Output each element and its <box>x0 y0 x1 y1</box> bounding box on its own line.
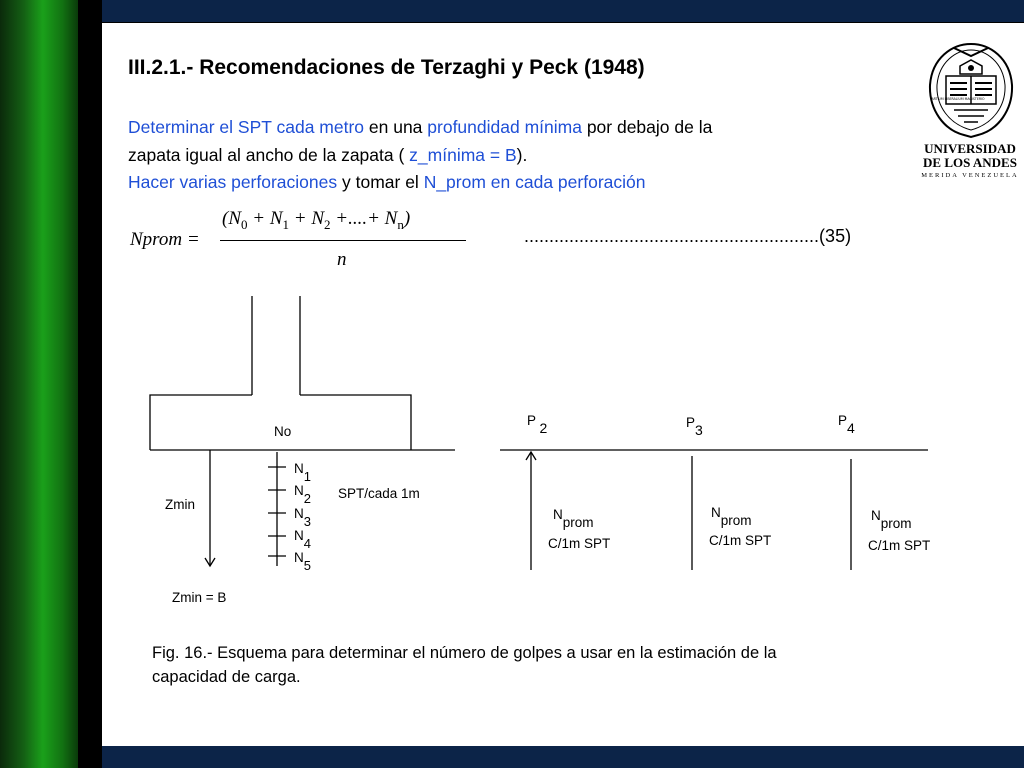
slide-title: III.2.1.- Recomendaciones de Terzaghi y Peck (1948) <box>128 56 645 79</box>
p-letter: P <box>527 413 536 428</box>
footing-lines <box>150 296 931 570</box>
n-sub: prom <box>880 515 912 531</box>
num-prefix: (N <box>222 208 241 229</box>
para1-seg3: profundidad mínima <box>427 117 582 137</box>
para1-seg2: en una <box>364 117 428 137</box>
n-letter: N <box>294 550 304 565</box>
spt-n2 <box>294 483 311 506</box>
caption-line-1: Fig. 16.- Esquema para determinar el número de golpes a usar en la estimación de la <box>152 644 777 662</box>
university-logo-text <box>920 142 1020 179</box>
n-sub: 3 <box>303 513 311 529</box>
equation-equals: = <box>186 229 200 250</box>
n-letter: N <box>294 528 304 543</box>
n-letter: N <box>294 483 304 498</box>
num-close: ) <box>403 208 411 229</box>
num-plus2: + N <box>289 208 324 229</box>
spacing-label-p3: C/1m SPT <box>709 533 772 548</box>
logo-line-2: DE LOS ANDES <box>923 155 1017 170</box>
n-sub: prom <box>562 514 594 530</box>
spt-n4 <box>294 528 311 551</box>
crest-book-text: ARTIUM LIBERALIUM MAGISTERIO <box>931 97 985 101</box>
depth-label: Zmin <box>165 497 195 512</box>
para1-line2c: ). <box>516 145 528 165</box>
num-sub0: 0 <box>241 216 248 232</box>
footing-top-left <box>150 395 252 450</box>
num-subn: n <box>397 216 404 232</box>
caption-line-2: capacidad de carga. <box>152 668 301 686</box>
spt-label: SPT/cada 1m <box>338 486 420 501</box>
para1-line2a: zapata igual al ancho de la zapata ( <box>128 145 410 165</box>
p-letter: P <box>838 413 848 428</box>
p-letter: P <box>686 415 696 430</box>
equation-lhs-text: Nprom <box>130 229 183 250</box>
load-label: No <box>274 424 292 439</box>
nprom-label-p4 <box>871 508 912 531</box>
para1-seg1: Determinar el SPT cada metro <box>128 117 365 137</box>
p-sub: 2 <box>539 419 548 436</box>
n-letter: N <box>294 506 304 521</box>
borehole-label-p2 <box>527 413 548 436</box>
n-sub: 5 <box>303 557 311 573</box>
n-label: N <box>553 507 563 522</box>
para1-seg4: por debajo de la <box>581 117 713 137</box>
borehole-label-p3 <box>686 415 703 438</box>
footing-top-right <box>300 395 411 450</box>
nprom-label-p2 <box>553 507 594 530</box>
university-crest-icon <box>924 40 1018 140</box>
equation-denominator: n <box>337 249 347 270</box>
logo-line-3: MERIDA VENEZUELA <box>921 172 1019 179</box>
n-sub: prom <box>720 512 752 528</box>
equation-number: ...........................................................(35) <box>524 226 852 246</box>
n-sub: 4 <box>303 535 311 551</box>
num-sub2: 2 <box>324 216 331 232</box>
n-sub: 2 <box>303 490 311 506</box>
p-sub: 4 <box>847 419 855 436</box>
depth-equation: Zmin = B <box>172 590 227 605</box>
spacing-label-p4: C/1m SPT <box>868 538 931 553</box>
logo-line-1: UNIVERSIDAD <box>924 141 1016 156</box>
n-label: N <box>711 505 721 520</box>
n-letter: N <box>294 461 304 476</box>
spt-n1 <box>294 461 311 484</box>
para2-seg2: y tomar el <box>337 172 424 192</box>
n-label: N <box>871 508 881 523</box>
n-sub: 1 <box>303 468 311 484</box>
spacing-label-p2: C/1m SPT <box>548 536 611 551</box>
spt-n3 <box>294 506 311 529</box>
para2-seg3: N_prom en cada perforación <box>423 172 646 192</box>
num-mid: +....+ N <box>330 208 398 229</box>
nprom-label-p3 <box>711 505 752 528</box>
spt-n5 <box>294 550 311 573</box>
borehole-label-p4 <box>838 413 855 436</box>
figure-caption <box>152 641 777 689</box>
p-sub: 3 <box>695 421 703 438</box>
para1-line2b: z_mínima = B <box>409 145 517 165</box>
num-sub1: 1 <box>282 216 289 232</box>
num-plus1: + N <box>247 208 283 229</box>
para2-seg1: Hacer varias perforaciones <box>128 172 338 192</box>
